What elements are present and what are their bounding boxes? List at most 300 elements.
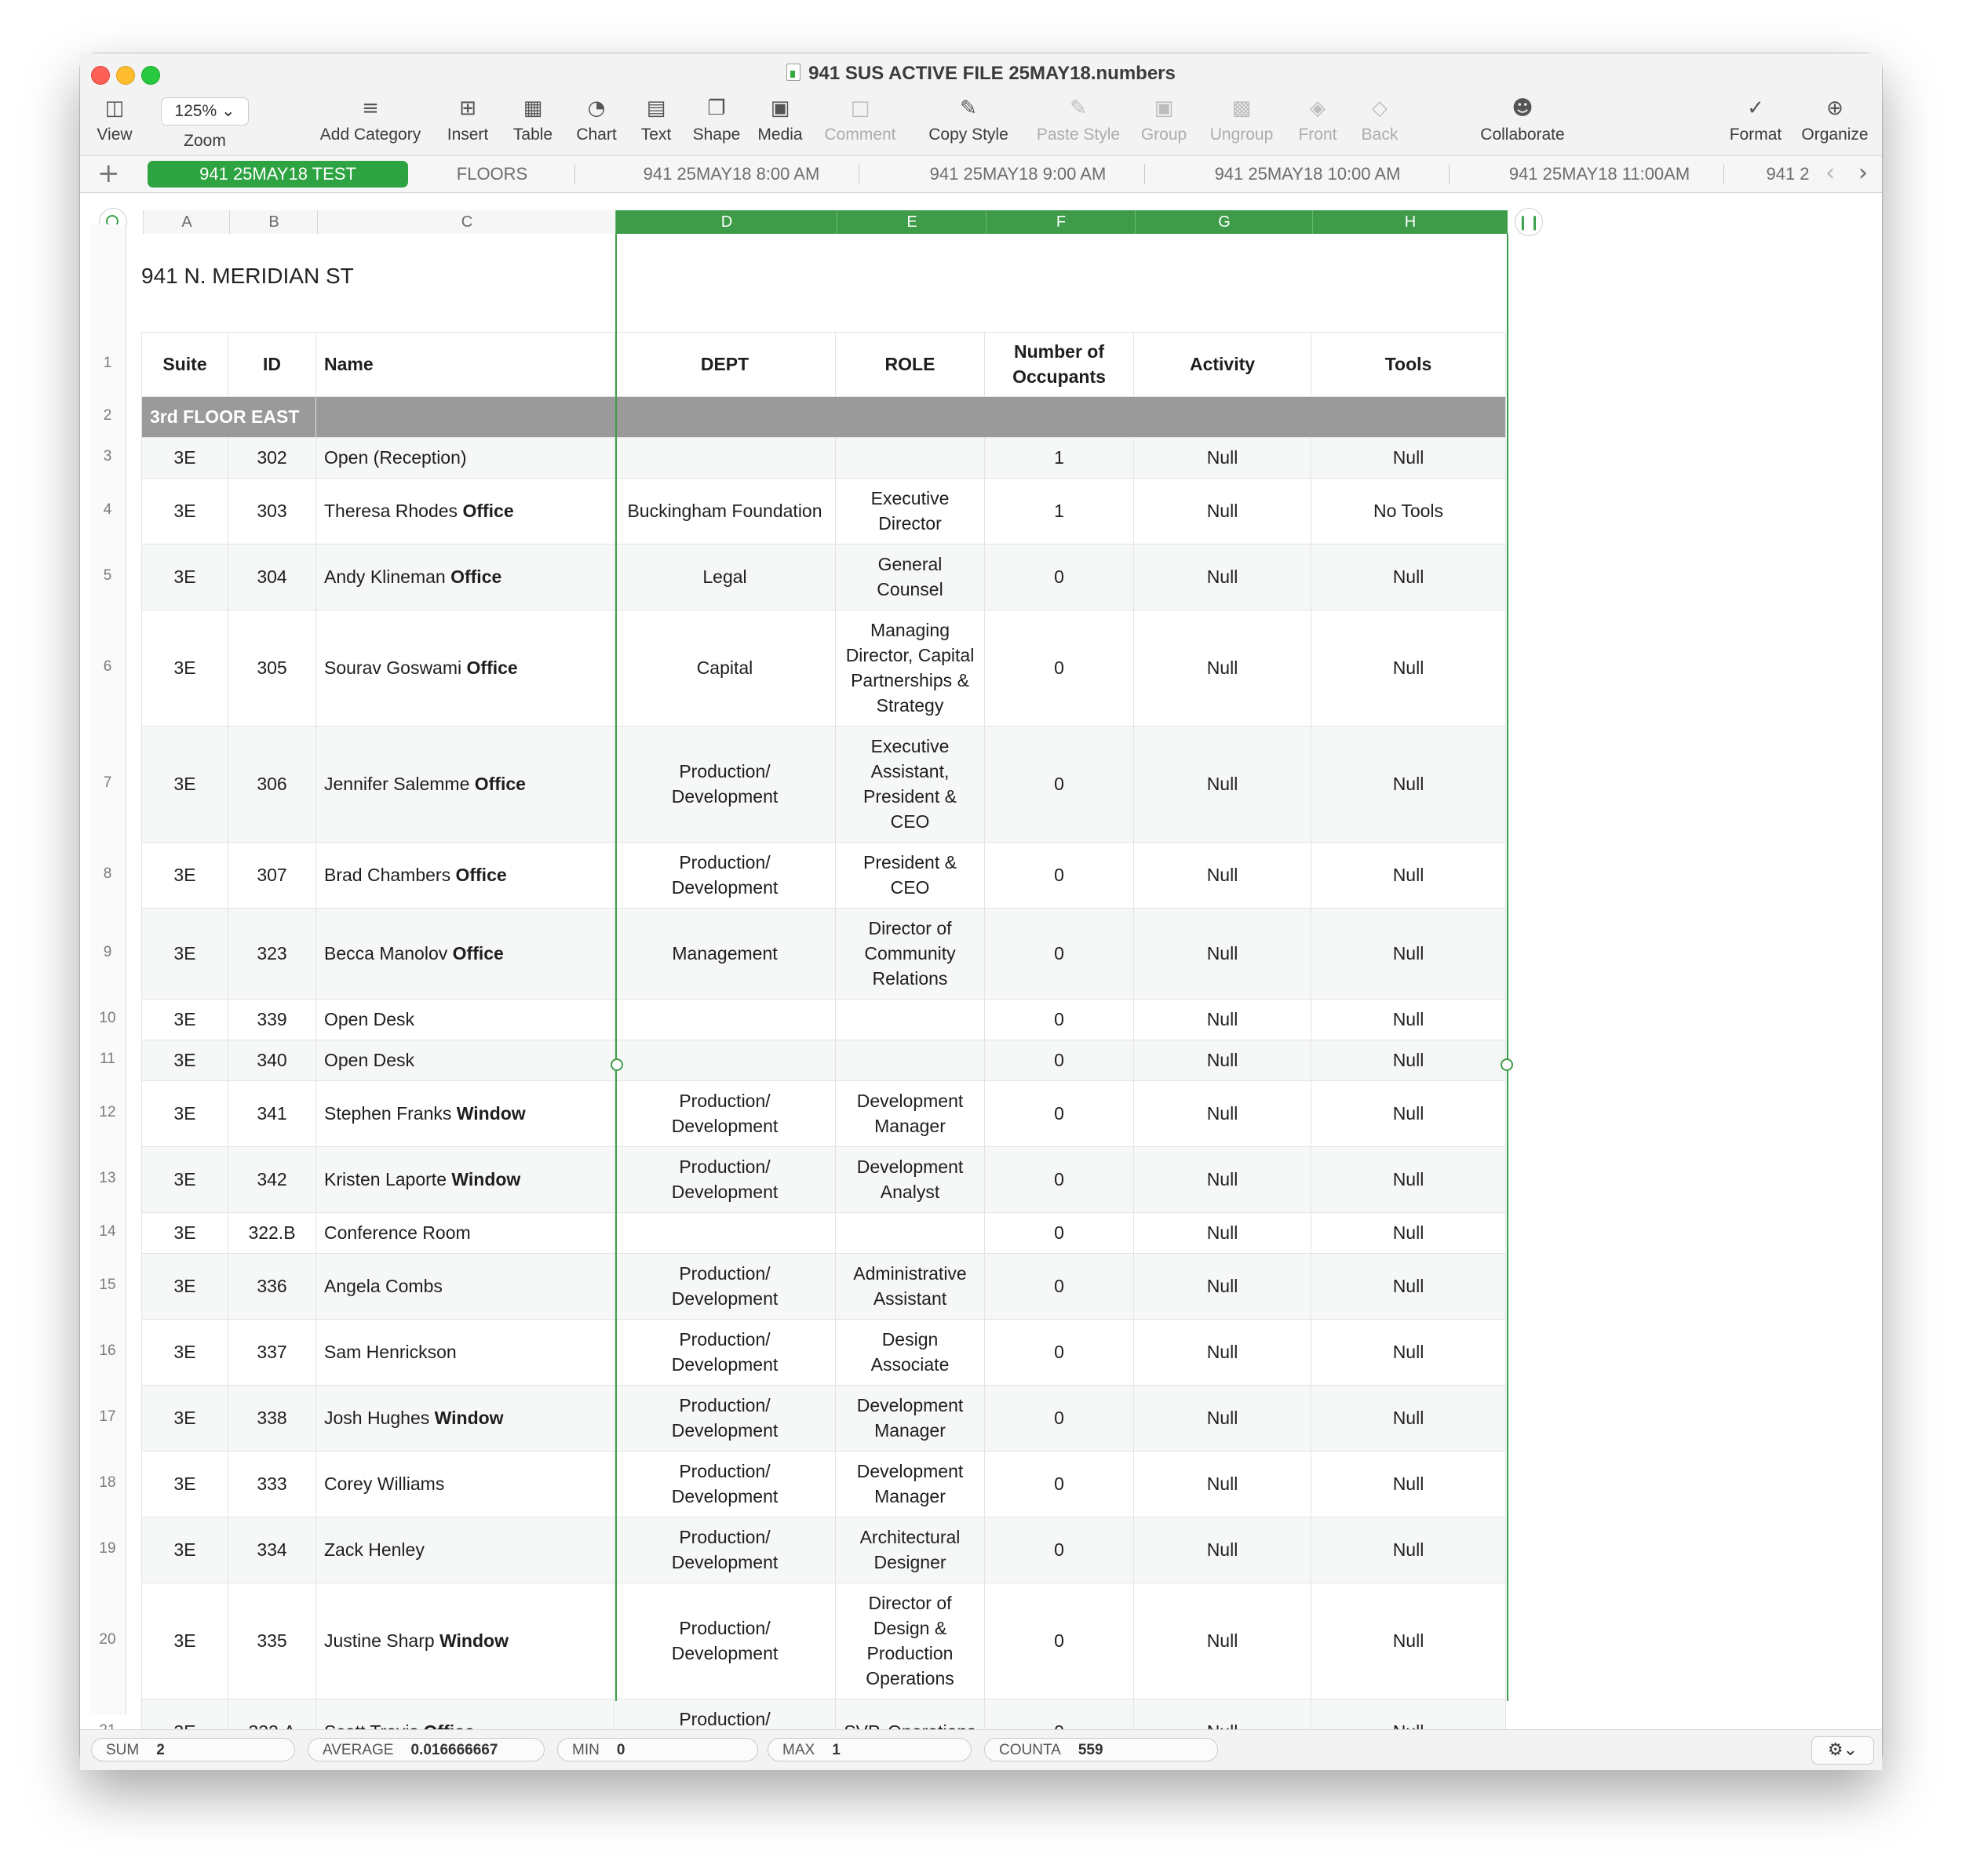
cell-activity[interactable]: Null xyxy=(1134,726,1311,842)
cell-occupants[interactable]: 0 xyxy=(985,726,1134,842)
row-number[interactable]: 6 xyxy=(103,658,112,675)
cell-suite[interactable]: 3E xyxy=(142,1517,228,1583)
format-label: Format xyxy=(1729,126,1782,144)
cell-name-text: Josh Hughes xyxy=(324,1408,435,1428)
table-row xyxy=(142,1451,1506,1517)
chart-icon: ◔ xyxy=(587,97,606,120)
cell-name[interactable] xyxy=(316,999,614,1040)
cell-suite[interactable]: 3E xyxy=(142,1080,228,1146)
chart-button[interactable] xyxy=(570,97,623,144)
cell-dept-line1: Production/ xyxy=(679,1461,771,1481)
copy-style-button[interactable] xyxy=(923,97,1014,144)
cell-tools[interactable]: No Tools xyxy=(1311,478,1506,544)
cell-dept-line2: Development xyxy=(671,1552,779,1572)
cell-id[interactable]: 333 xyxy=(228,1451,316,1517)
cell-id[interactable]: 307 xyxy=(228,842,316,908)
cell-role-line: Administrative xyxy=(853,1263,967,1284)
cell-dept[interactable] xyxy=(614,726,836,842)
cell-dept[interactable] xyxy=(614,999,836,1040)
cell-dept[interactable] xyxy=(614,544,836,610)
cell-occupants[interactable]: 0 xyxy=(985,1385,1134,1451)
cell-tools[interactable]: Null xyxy=(1311,1583,1506,1699)
row-number[interactable]: 1 xyxy=(103,355,112,371)
cell-role[interactable] xyxy=(836,726,985,842)
sheet-tab-11am[interactable]: 941 25MAY18 11:00AM xyxy=(1508,164,1690,184)
cell-dept-line1: Production/ xyxy=(679,761,771,781)
cell-activity[interactable]: Null xyxy=(1134,1319,1311,1385)
cell-name[interactable] xyxy=(316,1451,614,1517)
cell-tools[interactable]: Null xyxy=(1311,437,1506,478)
table-row xyxy=(142,1253,1506,1319)
cell-id[interactable]: 322.B xyxy=(228,1212,316,1253)
gear-icon[interactable]: ⚙⌄ xyxy=(1811,1736,1874,1765)
cell-role[interactable] xyxy=(836,1517,985,1583)
group-label-cell[interactable]: 3rd FLOOR EAST xyxy=(142,396,316,437)
cell-role-line: Director, Capital xyxy=(845,645,975,665)
row-number[interactable]: 14 xyxy=(99,1223,116,1240)
format-button[interactable] xyxy=(1720,97,1791,144)
cell-dept[interactable] xyxy=(614,478,836,544)
cell-suite[interactable]: 3E xyxy=(142,1451,228,1517)
cell-name[interactable] xyxy=(316,842,614,908)
column-header-h[interactable]: H xyxy=(1312,210,1508,234)
cell-activity[interactable]: Null xyxy=(1134,1212,1311,1253)
cell-role[interactable] xyxy=(836,999,985,1040)
cell-id[interactable]: 340 xyxy=(228,1040,316,1080)
cell-role[interactable] xyxy=(836,1253,985,1319)
cell-activity[interactable]: Null xyxy=(1134,999,1311,1040)
cell-tools[interactable]: Null xyxy=(1311,726,1506,842)
cell-dept[interactable] xyxy=(614,1583,836,1699)
cell-name-tag: Office xyxy=(455,865,507,885)
row-number[interactable]: 10 xyxy=(99,1010,116,1026)
row-number[interactable]: 20 xyxy=(99,1631,116,1648)
sheet-tab-8am[interactable]: 941 25MAY18 8:00 AM xyxy=(643,164,820,184)
header-activity[interactable]: Activity xyxy=(1134,332,1311,396)
cell-role-line: Assistant xyxy=(873,1288,947,1309)
cell-dept[interactable] xyxy=(614,1146,836,1212)
cell-suite[interactable]: 3E xyxy=(142,1319,228,1385)
row-number[interactable]: 15 xyxy=(99,1277,116,1293)
cell-name[interactable] xyxy=(316,1040,614,1080)
cell-name-text: Angela Combs xyxy=(324,1276,443,1296)
add-sheet-icon[interactable]: + xyxy=(97,158,120,189)
cell-occupants[interactable]: 0 xyxy=(985,1040,1134,1080)
header-occupants[interactable] xyxy=(985,332,1134,396)
cell-name[interactable] xyxy=(316,610,614,726)
cell-name-text: Becca Manolov xyxy=(324,943,453,963)
cell-name[interactable] xyxy=(316,1517,614,1583)
paste-style-label: Paste Style xyxy=(1036,126,1121,144)
chevron-left-icon[interactable]: ‹ xyxy=(1825,159,1835,187)
cell-dept[interactable] xyxy=(614,1080,836,1146)
shape-button[interactable] xyxy=(689,97,744,144)
zoom-value: 125% xyxy=(174,102,217,120)
cell-role-line: Assistant, xyxy=(870,761,950,781)
cell-role-line: Associate xyxy=(870,1354,950,1375)
cell-role-line: Director xyxy=(878,513,942,534)
cell-dept[interactable] xyxy=(614,1212,836,1253)
selection-handle-left[interactable] xyxy=(611,1058,623,1071)
ungroup-button[interactable] xyxy=(1202,97,1281,144)
header-tools[interactable]: Tools xyxy=(1311,332,1506,396)
table-row xyxy=(142,1146,1506,1212)
cell-suite[interactable]: 3E xyxy=(142,1146,228,1212)
cell-suite[interactable]: 3E xyxy=(142,1253,228,1319)
group-row xyxy=(142,396,1506,437)
cell-name-tag: Office xyxy=(466,658,518,678)
table-title[interactable]: 941 N. MERIDIAN ST xyxy=(141,264,354,288)
cell-name-text: Brad Chambers xyxy=(324,865,456,885)
cell-tools[interactable]: Null xyxy=(1311,1253,1506,1319)
sheet-tab-9am[interactable]: 941 25MAY18 9:00 AM xyxy=(929,164,1107,184)
cell-id[interactable]: 342 xyxy=(228,1146,316,1212)
cell-id[interactable]: 336 xyxy=(228,1253,316,1319)
numbers-window xyxy=(80,53,1882,1769)
cell-role[interactable] xyxy=(836,1212,985,1253)
cell-id[interactable]: 335 xyxy=(228,1583,316,1699)
cell-occupants[interactable]: 0 xyxy=(985,1583,1134,1699)
row-number[interactable]: 17 xyxy=(99,1408,116,1425)
collaborate-button[interactable] xyxy=(1475,97,1570,144)
row-number[interactable]: 3 xyxy=(103,448,112,464)
cell-role-line: CEO xyxy=(890,877,930,898)
row-number[interactable]: 5 xyxy=(103,567,112,584)
cell-id[interactable]: 334 xyxy=(228,1517,316,1583)
cell-name[interactable] xyxy=(316,437,614,478)
cell-dept[interactable] xyxy=(614,1319,836,1385)
row-number[interactable]: 8 xyxy=(103,865,112,882)
tab-divider xyxy=(574,164,575,184)
cell-name-text: Open Desk xyxy=(324,1050,415,1070)
cell-dept-line1: Production/ xyxy=(679,1263,771,1284)
cell-role[interactable] xyxy=(836,1040,985,1080)
stat-counta-value: 559 xyxy=(1078,1742,1103,1758)
table-row xyxy=(142,1212,1506,1253)
cell-dept[interactable] xyxy=(614,908,836,999)
cell-suite[interactable]: 3E xyxy=(142,999,228,1040)
cell-occupants[interactable]: 0 xyxy=(985,999,1134,1040)
cell-activity[interactable]: Null xyxy=(1134,1385,1311,1451)
cell-role-line: Executive xyxy=(870,736,950,756)
cell-name[interactable] xyxy=(316,478,614,544)
cell-name-text: Justine Sharp xyxy=(324,1630,440,1651)
cell-dept[interactable] xyxy=(614,1040,836,1080)
cell-name[interactable] xyxy=(316,1212,614,1253)
cell-suite[interactable]: 3E xyxy=(142,437,228,478)
cell-name[interactable] xyxy=(316,1080,614,1146)
insert-label: Insert xyxy=(447,126,489,144)
table-row xyxy=(142,478,1506,544)
cell-dept[interactable] xyxy=(614,1253,836,1319)
cell-id[interactable]: 341 xyxy=(228,1080,316,1146)
pause-icon[interactable]: ❙❙ xyxy=(1515,208,1543,236)
cell-activity[interactable]: Null xyxy=(1134,1451,1311,1517)
header-id[interactable]: ID xyxy=(228,332,316,396)
cell-name[interactable] xyxy=(316,1146,614,1212)
cell-tools[interactable]: Null xyxy=(1311,1212,1506,1253)
add-category-button[interactable] xyxy=(315,97,425,144)
cell-name[interactable] xyxy=(316,1583,614,1699)
cell-occupants[interactable]: 0 xyxy=(985,1517,1134,1583)
cell-occupants[interactable]: 0 xyxy=(985,1146,1134,1212)
cell-dept[interactable] xyxy=(614,1385,836,1451)
selection-handle-right[interactable] xyxy=(1501,1058,1513,1071)
cell-suite[interactable]: 3E xyxy=(142,908,228,999)
row-number[interactable]: 9 xyxy=(103,944,112,960)
cell-role-line: Strategy xyxy=(876,695,944,716)
shape-icon: ❐ xyxy=(707,97,726,120)
row-number[interactable]: 4 xyxy=(103,501,112,518)
stat-min[interactable] xyxy=(557,1738,758,1761)
row-number[interactable]: 16 xyxy=(99,1342,116,1359)
header-suite[interactable]: Suite xyxy=(142,332,228,396)
cell-tools[interactable]: Null xyxy=(1311,1451,1506,1517)
add-category-label: Add Category xyxy=(319,126,421,144)
cell-id[interactable]: 302 xyxy=(228,437,316,478)
cell-id[interactable]: 339 xyxy=(228,999,316,1040)
cell-occupants[interactable]: 0 xyxy=(985,842,1134,908)
column-header-d[interactable]: D xyxy=(615,210,837,234)
insert-button[interactable] xyxy=(438,97,498,144)
column-header-g[interactable]: G xyxy=(1135,210,1313,234)
title-row xyxy=(142,268,1506,332)
cell-activity[interactable]: Null xyxy=(1134,478,1311,544)
organize-button[interactable] xyxy=(1796,97,1874,144)
sheet-tab-floors[interactable]: FLOORS xyxy=(456,164,528,184)
stat-average-value: 0.016666667 xyxy=(410,1742,498,1758)
cell-dept[interactable] xyxy=(614,610,836,726)
cell-id[interactable]: 303 xyxy=(228,478,316,544)
stat-max-label: MAX xyxy=(782,1742,815,1758)
cell-role-line: Counsel xyxy=(877,579,943,599)
sheet-tab-941-2[interactable]: 941 2 xyxy=(1766,164,1810,184)
column-header-b[interactable]: B xyxy=(229,210,318,234)
front-button[interactable] xyxy=(1293,97,1342,144)
cell-occupants[interactable]: 0 xyxy=(985,1451,1134,1517)
cell-suite[interactable]: 3E xyxy=(142,726,228,842)
cell-name[interactable] xyxy=(316,726,614,842)
cell-dept-line2: Development xyxy=(671,1643,779,1663)
cell-activity[interactable]: Null xyxy=(1134,842,1311,908)
row-number[interactable]: 19 xyxy=(99,1540,116,1557)
cell-activity[interactable]: Null xyxy=(1134,1146,1311,1212)
cell-name[interactable] xyxy=(316,1385,614,1451)
cell-dept[interactable] xyxy=(614,842,836,908)
row-number[interactable]: 18 xyxy=(99,1474,116,1491)
send-back-icon: ◇ xyxy=(1372,97,1388,120)
cell-activity[interactable]: Null xyxy=(1134,1583,1311,1699)
stat-sum-label: SUM xyxy=(106,1742,140,1758)
cell-occupants[interactable]: 0 xyxy=(985,1253,1134,1319)
status-bar xyxy=(80,1729,1882,1770)
cell-occupants[interactable]: 0 xyxy=(985,1080,1134,1146)
cell-tools[interactable]: Null xyxy=(1311,1517,1506,1583)
cell-role-line: Operations xyxy=(866,1668,954,1688)
cell-role[interactable] xyxy=(836,1385,985,1451)
table-row xyxy=(142,842,1506,908)
paintbrush-icon: ✓ xyxy=(1747,97,1764,120)
group-empty-cell[interactable] xyxy=(316,396,1506,437)
cell-role[interactable] xyxy=(836,1319,985,1385)
column-header-f[interactable]: F xyxy=(986,210,1136,234)
cell-tools[interactable]: Null xyxy=(1311,908,1506,999)
ungroup-label: Ungroup xyxy=(1209,126,1274,144)
header-role[interactable]: ROLE xyxy=(836,332,985,396)
cell-activity[interactable]: Null xyxy=(1134,1040,1311,1080)
stat-counta[interactable] xyxy=(984,1738,1218,1761)
cell-suite[interactable]: 3E xyxy=(142,842,228,908)
cell-role[interactable] xyxy=(836,437,985,478)
cell-activity[interactable]: Null xyxy=(1134,544,1311,610)
cell-dept-line1: Management xyxy=(672,943,778,963)
cell-occupants[interactable]: 0 xyxy=(985,1212,1134,1253)
cell-dept-line2: Development xyxy=(671,1116,779,1136)
view-button[interactable] xyxy=(91,97,138,144)
cell-suite[interactable]: 3E xyxy=(142,1212,228,1253)
cell-occupants[interactable]: 1 xyxy=(985,478,1134,544)
cell-id[interactable]: 304 xyxy=(228,544,316,610)
cell-tools[interactable]: Null xyxy=(1311,1080,1506,1146)
photo-icon: ▣ xyxy=(770,97,790,120)
zoom-control[interactable] xyxy=(146,97,264,151)
table-button[interactable] xyxy=(507,97,559,144)
cell-role[interactable] xyxy=(836,1451,985,1517)
cell-name-text: Stephen Franks xyxy=(324,1103,457,1124)
cell-activity[interactable]: Null xyxy=(1134,908,1311,999)
cell-tools[interactable]: Null xyxy=(1311,1040,1506,1080)
zoom-select[interactable] xyxy=(161,97,249,126)
cell-tools[interactable]: Null xyxy=(1311,610,1506,726)
text-button[interactable] xyxy=(633,97,680,144)
cell-tools[interactable]: Null xyxy=(1311,1146,1506,1212)
cell-activity[interactable]: Null xyxy=(1134,1253,1311,1319)
cell-activity[interactable]: Null xyxy=(1134,1080,1311,1146)
stat-sum[interactable] xyxy=(91,1738,295,1761)
table-row xyxy=(142,1385,1506,1451)
cell-role[interactable] xyxy=(836,1080,985,1146)
cell-occupants[interactable]: 1 xyxy=(985,437,1134,478)
cell-role[interactable] xyxy=(836,1583,985,1699)
cell-suite[interactable]: 3E xyxy=(142,478,228,544)
stat-average-label: AVERAGE xyxy=(323,1742,394,1758)
cell-dept-line1: Capital xyxy=(696,658,753,678)
cell-dept[interactable] xyxy=(614,437,836,478)
cell-occupants[interactable]: 0 xyxy=(985,610,1134,726)
cell-name-text: Andy Klineman xyxy=(324,566,451,587)
paste-style-button[interactable] xyxy=(1031,97,1125,144)
table-row xyxy=(142,1583,1506,1699)
cell-name[interactable] xyxy=(316,544,614,610)
cell-dept-line2: Development xyxy=(671,1288,779,1309)
cell-role-line: Analyst xyxy=(880,1182,940,1202)
cell-tools[interactable]: Null xyxy=(1311,544,1506,610)
cell-suite[interactable]: 3E xyxy=(142,544,228,610)
sheet-tab-941-25may18-test[interactable]: 941 25MAY18 TEST xyxy=(148,161,408,188)
header-name[interactable]: Name xyxy=(316,332,614,396)
tab-divider xyxy=(1723,164,1724,184)
cell-tools[interactable]: Null xyxy=(1311,842,1506,908)
column-header-e[interactable]: E xyxy=(837,210,986,234)
row-number[interactable]: 7 xyxy=(103,774,112,791)
table-row xyxy=(142,1319,1506,1385)
document-title-text: 941 SUS ACTIVE FILE 25MAY18.numbers xyxy=(808,63,1176,84)
cell-name-tag: Office xyxy=(462,501,514,521)
cell-id[interactable]: 338 xyxy=(228,1385,316,1451)
cell-activity[interactable]: Null xyxy=(1134,437,1311,478)
cell-suite[interactable]: 3E xyxy=(142,1385,228,1451)
stat-max[interactable] xyxy=(768,1738,972,1761)
cell-role[interactable] xyxy=(836,478,985,544)
cell-suite[interactable]: 3E xyxy=(142,1040,228,1080)
cell-name[interactable] xyxy=(316,1319,614,1385)
cell-occupants[interactable]: 0 xyxy=(985,908,1134,999)
cell-role[interactable] xyxy=(836,908,985,999)
cell-suite[interactable]: 3E xyxy=(142,610,228,726)
back-button[interactable] xyxy=(1355,97,1405,144)
stat-average[interactable] xyxy=(308,1738,545,1761)
cell-role-line: Manager xyxy=(874,1486,946,1506)
sheet-tab-10am[interactable]: 941 25MAY18 10:00 AM xyxy=(1214,164,1401,184)
chevron-down-icon: ⌄ xyxy=(221,102,235,120)
media-button[interactable] xyxy=(752,97,808,144)
cell-role[interactable] xyxy=(836,544,985,610)
shape-label: Shape xyxy=(692,126,741,144)
cell-role-line: Development xyxy=(856,1157,964,1177)
cell-id[interactable]: 306 xyxy=(228,726,316,842)
cell-tools[interactable]: Null xyxy=(1311,999,1506,1040)
cell-dept-line2: Development xyxy=(671,1486,779,1506)
cell-dept-line1: Production/ xyxy=(679,1091,771,1111)
stat-min-value: 0 xyxy=(616,1742,625,1758)
cell-id[interactable]: 305 xyxy=(228,610,316,726)
cell-activity[interactable]: Null xyxy=(1134,610,1311,726)
cell-role[interactable] xyxy=(836,842,985,908)
cell-role[interactable] xyxy=(836,610,985,726)
cell-dept-line2: Development xyxy=(671,1182,779,1202)
row-number[interactable]: 11 xyxy=(100,1051,115,1067)
header-dept[interactable]: DEPT xyxy=(614,332,836,396)
cell-tools[interactable]: Null xyxy=(1311,1385,1506,1451)
chevron-right-icon[interactable]: › xyxy=(1858,159,1868,187)
row-number[interactable]: 13 xyxy=(99,1170,116,1186)
cell-name-text: Corey Williams xyxy=(324,1473,445,1494)
column-header-a[interactable]: A xyxy=(143,210,230,234)
cell-role[interactable] xyxy=(836,1146,985,1212)
cell-activity[interactable]: Null xyxy=(1134,1517,1311,1583)
cell-name[interactable] xyxy=(316,1253,614,1319)
cell-name-text: Sourav Goswami xyxy=(324,658,467,678)
cell-dept-line1: Production/ xyxy=(679,852,771,872)
group-button[interactable] xyxy=(1136,97,1191,144)
column-header-c[interactable]: C xyxy=(317,210,616,234)
cell-tools[interactable]: Null xyxy=(1311,1319,1506,1385)
cell-dept[interactable] xyxy=(614,1451,836,1517)
cell-dept-line2: Development xyxy=(671,786,779,807)
cell-occupants[interactable]: 0 xyxy=(985,1319,1134,1385)
row-number[interactable]: 2 xyxy=(103,407,112,424)
cell-dept[interactable] xyxy=(614,1517,836,1583)
row-number[interactable]: 12 xyxy=(99,1104,116,1120)
cell-role-line: President & xyxy=(863,786,957,807)
cell-occupants[interactable]: 0 xyxy=(985,544,1134,610)
cell-id[interactable]: 337 xyxy=(228,1319,316,1385)
comment-button[interactable] xyxy=(821,97,899,144)
cell-id[interactable]: 323 xyxy=(228,908,316,999)
document-title xyxy=(80,63,1882,85)
cell-name[interactable] xyxy=(316,908,614,999)
cell-suite[interactable]: 3E xyxy=(142,1583,228,1699)
